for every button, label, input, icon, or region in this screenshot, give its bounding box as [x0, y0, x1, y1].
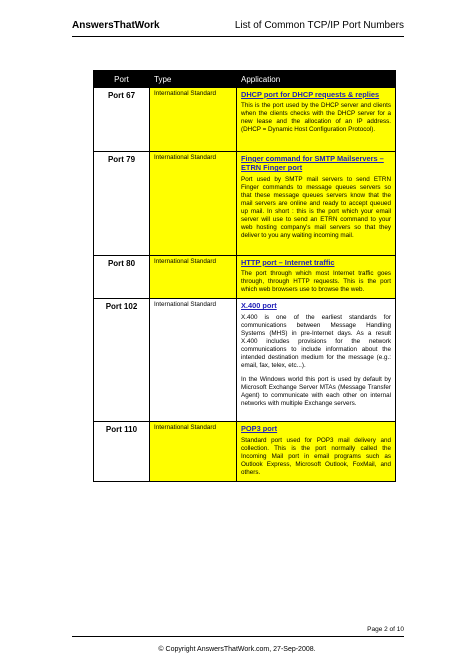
- port-type: International Standard: [150, 152, 237, 256]
- application-cell: [237, 88, 396, 152]
- port-number: Port 67: [94, 88, 150, 152]
- header-divider: [72, 36, 404, 37]
- port-type: International Standard: [150, 88, 237, 152]
- application-title-link[interactable]: DHCP port for DHCP requests & replies: [241, 90, 380, 99]
- application-title-link[interactable]: HTTP port – Internet traffic: [241, 258, 335, 267]
- application-title-link[interactable]: POP3 port: [241, 424, 278, 434]
- table-row: [94, 299, 396, 422]
- application-title-link[interactable]: Finger command for SMTP Mailservers – ETRN Finger port: [241, 154, 384, 173]
- port-type: International Standard: [150, 422, 237, 482]
- application-description: The port through which most Internet traffic goes through, through HTTP requests. This is the port which web browsers use to browse the web.: [241, 270, 391, 294]
- port-number: Port 110: [94, 422, 150, 482]
- application-description: X.400 is one of the earliest standards for communications between Message Handling Systems (MHS) in pre-Internet days. As a result X.400 includes provisions for the network communications to include information about the intended destination medium for the message (e.g.: email, fax, telex, etc...).: [241, 313, 391, 369]
- application-title-link[interactable]: X.400 port: [241, 301, 277, 311]
- document-title: List of Common TCP/IP Port Numbers: [234, 20, 404, 31]
- application-cell: [237, 422, 396, 482]
- port-type: International Standard: [150, 299, 237, 422]
- application-cell: [237, 256, 396, 299]
- copyright-notice: © Copyright AnswersThatWork.com, 27-Sep-2008.: [158, 646, 316, 653]
- application-description: Port used by SMTP mail servers to send ETRN Finger commands to message queues servers so that these message queues servers know that the mail servers are online and ready to accept queued up mail. In short : this is the port which your email server will use to send an ETRN command to your web hosting company's mail servers so that they deliver to you any waiting incoming mail.: [241, 175, 391, 239]
- table-row: [94, 88, 396, 152]
- table-row: [94, 422, 396, 482]
- table-header-row: [94, 71, 396, 88]
- application-cell: [237, 152, 396, 256]
- page-number: Page 2 of 10: [367, 626, 404, 633]
- application-cell: [237, 299, 396, 422]
- table-row: [94, 152, 396, 256]
- port-type: International Standard: [150, 256, 237, 299]
- port-number: Port 80: [94, 256, 150, 299]
- column-header-port: Port: [94, 71, 150, 88]
- column-header-type: Type: [150, 71, 237, 88]
- application-description: This is the port used by the DHCP server and clients when the clients checks with the DHCP server for a new lease and the allocation of an IP address. (DHCP = Dynamic Host Configuration Protocol).: [241, 102, 391, 134]
- application-description: Standard port used for POP3 mail delivery and collection. This is the port normally called the Incoming Mail port in email programs such as Outlook Express, Microsoft Outlook, FoxMail, and others.: [241, 436, 391, 476]
- port-number: Port 102: [94, 299, 150, 422]
- column-header-application: Application: [237, 71, 396, 88]
- footer-divider: [72, 636, 404, 637]
- port-number: Port 79: [94, 152, 150, 256]
- brand-name: AnswersThatWork: [72, 20, 160, 31]
- port-table: [93, 70, 396, 482]
- table-row: [94, 256, 396, 299]
- application-description-extra: In the Windows world this port is used by default by Microsoft Exchange Server MTAs (Message Transfer Agent) to communicate with each other on internal networks with multiple Exchange servers.: [241, 375, 391, 408]
